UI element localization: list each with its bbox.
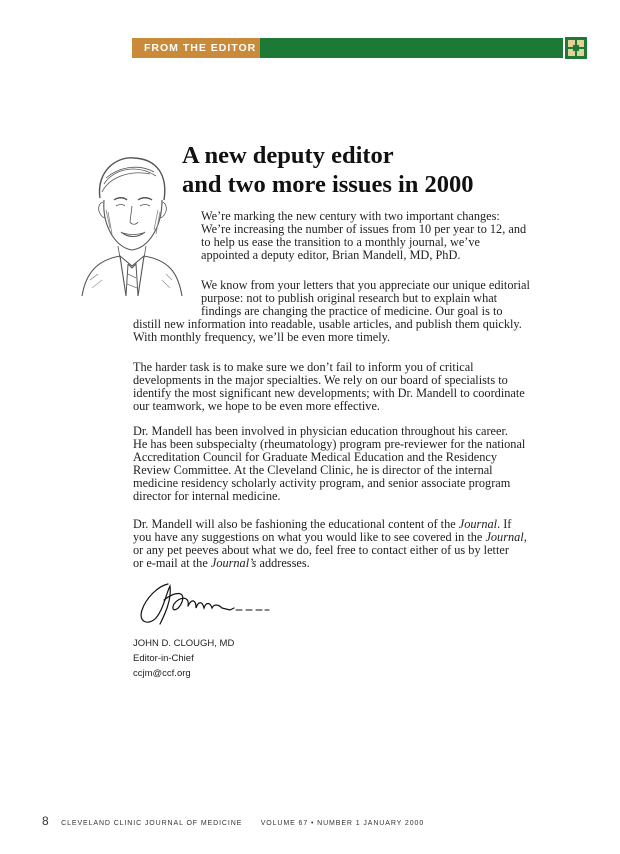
signature-block: [133, 636, 353, 681]
editor-portrait-sketch: [76, 150, 188, 296]
issue-info: VOLUME 67 • NUMBER 1 JANUARY 2000: [260, 820, 425, 827]
p2-line-2: purpose: not to publish original research but to explain what: [201, 291, 498, 306]
handwritten-signature: [134, 578, 274, 630]
p2-line-5: With monthly frequency, we’ll be even more timely.: [133, 330, 391, 345]
paragraph-1: [201, 210, 561, 262]
p3-line-4: our teamwork, we hope to be even more effective.: [133, 399, 380, 414]
p4-line-5: medicine residency scholarly activity program, and senior associate program: [133, 476, 511, 491]
journal-name: CLEVELAND CLINIC JOURNAL OF MEDICINE: [61, 820, 243, 827]
paragraph-4: [133, 425, 563, 504]
p2-line-3: findings are changing the practice of medicine. Our goal is to: [201, 304, 503, 319]
p2-line-1: We know from your letters that you appreciate our unique editorial: [201, 278, 530, 292]
page-number: 8: [42, 814, 49, 828]
p3-line-3: identify the most significant new developments; with Dr. Mandell to coordinate: [133, 386, 525, 401]
title-line-1: A new deputy editor: [182, 142, 394, 169]
paragraph-2: [133, 279, 563, 344]
paragraph-5: [133, 518, 563, 570]
p4-line-6: director for internal medicine.: [133, 489, 281, 504]
paragraph-3: [133, 361, 563, 413]
p3-line-1: The harder task is to make sure we don’t fail to inform you of critical: [133, 360, 474, 374]
section-band: [260, 38, 563, 58]
p4-line-3: Accreditation Council for Graduate Medical Education and the Residency: [133, 450, 497, 465]
section-label: FROM THE EDITOR: [132, 38, 260, 58]
p3-line-2: developments in the major specialties. We rely on our board of specialists to: [133, 373, 508, 388]
p2-line-4: distill new information into readable, usable articles, and publish them quickly.: [133, 317, 522, 332]
p4-line-1: Dr. Mandell has been involved in physician education throughout his career.: [133, 424, 508, 438]
article-title: [182, 141, 542, 199]
p5-line-2: you have any suggestions on what you would like to see covered in the Journal,: [133, 530, 527, 545]
title-line-2: and two more issues in 2000: [182, 171, 474, 198]
ccjm-logo-icon: [565, 37, 587, 59]
p1-line-4: appointed a deputy editor, Brian Mandell, MD, PhD.: [201, 248, 461, 263]
p5-line-1: Dr. Mandell will also be fashioning the educational content of the Journal. If: [133, 517, 512, 531]
p5-line-4: or e-mail at the Journal’s addresses.: [133, 556, 310, 571]
editor-email: ccjm@ccf.org: [133, 668, 191, 679]
p1-line-1: We’re marking the new century with two important changes:: [201, 209, 500, 223]
page-footer: [42, 812, 582, 830]
p1-line-2: We’re increasing the number of issues from 10 per year to 12, and: [201, 222, 527, 237]
p1-line-3: to help us ease the transition to a monthly journal, we’ve: [201, 235, 481, 250]
p4-line-4: Review Committee. At the Cleveland Clinic, he is director of the internal: [133, 463, 493, 478]
editor-role: Editor-in-Chief: [133, 653, 194, 664]
editor-name: JOHN D. CLOUGH, MD: [133, 638, 235, 649]
p4-line-2: He has been subspecialty (rheumatology) program pre-reviewer for the national: [133, 437, 526, 452]
p5-line-3: or any pet peeves about what we do, feel free to contact either of us by letter: [133, 543, 509, 558]
